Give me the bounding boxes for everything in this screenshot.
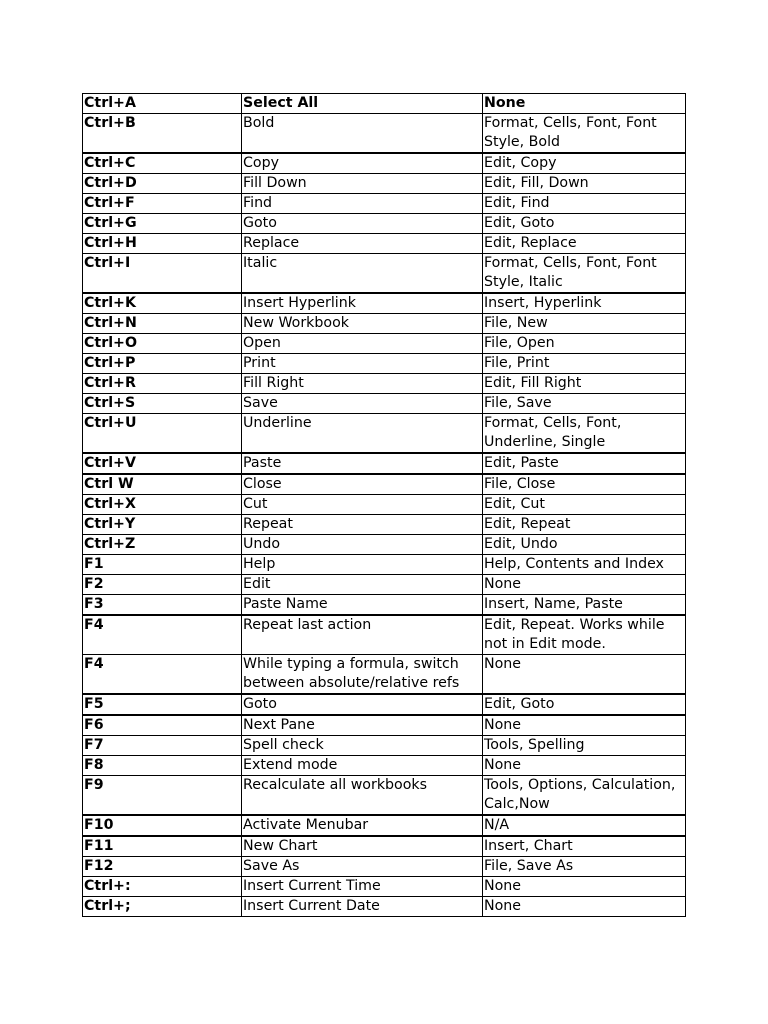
menu-path-cell: Tools, Options, Calculation, Calc,Now bbox=[483, 776, 686, 816]
menu-path-cell: Tools, Spelling bbox=[483, 736, 686, 756]
shortcut-key-cell: F8 bbox=[83, 756, 242, 776]
table-row bbox=[83, 354, 686, 374]
table-row bbox=[83, 555, 686, 575]
action-cell: Goto bbox=[242, 694, 483, 715]
menu-path-cell: Format, Cells, Font, Underline, Single bbox=[483, 414, 686, 454]
menu-path-cell: File, Save As bbox=[483, 857, 686, 877]
table-row bbox=[83, 815, 686, 836]
table-row bbox=[83, 857, 686, 877]
menu-path-cell: Edit, Fill, Down bbox=[483, 174, 686, 194]
menu-path-cell: None bbox=[483, 715, 686, 736]
shortcut-key-cell: F6 bbox=[83, 715, 242, 736]
menu-path-cell: Edit, Copy bbox=[483, 153, 686, 174]
action-cell: Find bbox=[242, 194, 483, 214]
shortcut-key-cell: F10 bbox=[83, 815, 242, 836]
menu-path-cell: File, Close bbox=[483, 474, 686, 495]
menu-path-cell: None bbox=[483, 756, 686, 776]
table-row bbox=[83, 394, 686, 414]
action-cell: Underline bbox=[242, 414, 483, 454]
action-cell: Fill Right bbox=[242, 374, 483, 394]
action-cell: Repeat last action bbox=[242, 615, 483, 655]
table-row bbox=[83, 877, 686, 897]
shortcut-key-cell: Ctrl+U bbox=[83, 414, 242, 454]
action-cell: Replace bbox=[242, 234, 483, 254]
table-row bbox=[83, 453, 686, 474]
shortcut-key-cell: Ctrl+K bbox=[83, 293, 242, 314]
action-cell: Edit bbox=[242, 575, 483, 595]
action-cell: Goto bbox=[242, 214, 483, 234]
table-row bbox=[83, 495, 686, 515]
table-row bbox=[83, 293, 686, 314]
menu-path-cell: Edit, Goto bbox=[483, 214, 686, 234]
shortcut-key-cell: Ctrl+I bbox=[83, 254, 242, 294]
menu-path-cell: None bbox=[483, 877, 686, 897]
menu-path-cell: File, Open bbox=[483, 334, 686, 354]
table-row bbox=[83, 234, 686, 254]
action-cell: Open bbox=[242, 334, 483, 354]
table-row bbox=[83, 836, 686, 857]
action-cell: Close bbox=[242, 474, 483, 495]
action-cell: Help bbox=[242, 555, 483, 575]
action-cell: While typing a formula, switch between absolute/relative refs bbox=[242, 655, 483, 695]
menu-path-cell: Insert, Hyperlink bbox=[483, 293, 686, 314]
action-cell: New Chart bbox=[242, 836, 483, 857]
table-row bbox=[83, 414, 686, 454]
shortcut-key-cell: F1 bbox=[83, 555, 242, 575]
action-cell: Save bbox=[242, 394, 483, 414]
action-cell: Extend mode bbox=[242, 756, 483, 776]
shortcut-key-cell: Ctrl+: bbox=[83, 877, 242, 897]
action-cell: Print bbox=[242, 354, 483, 374]
action-cell: Paste bbox=[242, 453, 483, 474]
table-row bbox=[83, 776, 686, 816]
shortcut-key-cell: Ctrl+C bbox=[83, 153, 242, 174]
action-cell: Insert Current Time bbox=[242, 877, 483, 897]
shortcut-key-cell: Ctrl+V bbox=[83, 453, 242, 474]
menu-path-cell: Edit, Goto bbox=[483, 694, 686, 715]
table-row bbox=[83, 114, 686, 154]
menu-path-cell: N/A bbox=[483, 815, 686, 836]
action-cell: Save As bbox=[242, 857, 483, 877]
shortcut-key-cell: Ctrl+D bbox=[83, 174, 242, 194]
table-row bbox=[83, 314, 686, 334]
action-cell: Fill Down bbox=[242, 174, 483, 194]
action-cell: New Workbook bbox=[242, 314, 483, 334]
table-row bbox=[83, 897, 686, 917]
shortcut-key-cell: Ctrl+N bbox=[83, 314, 242, 334]
table-row bbox=[83, 575, 686, 595]
shortcut-key-cell: Ctrl+R bbox=[83, 374, 242, 394]
header-action-cell: Select All bbox=[242, 94, 483, 114]
menu-path-cell: File, Save bbox=[483, 394, 686, 414]
table-row bbox=[83, 374, 686, 394]
shortcut-key-cell: F9 bbox=[83, 776, 242, 816]
action-cell: Bold bbox=[242, 114, 483, 154]
menu-path-cell: Edit, Replace bbox=[483, 234, 686, 254]
menu-path-cell: File, New bbox=[483, 314, 686, 334]
table-row bbox=[83, 194, 686, 214]
table-row bbox=[83, 756, 686, 776]
shortcut-key-cell: Ctrl+H bbox=[83, 234, 242, 254]
menu-path-cell: Help, Contents and Index bbox=[483, 555, 686, 575]
table-row bbox=[83, 174, 686, 194]
action-cell: Insert Current Date bbox=[242, 897, 483, 917]
shortcut-key-cell: Ctrl+B bbox=[83, 114, 242, 154]
table-row bbox=[83, 535, 686, 555]
action-cell: Cut bbox=[242, 495, 483, 515]
shortcut-key-cell: Ctrl+G bbox=[83, 214, 242, 234]
shortcut-key-cell: F2 bbox=[83, 575, 242, 595]
table-row bbox=[83, 474, 686, 495]
shortcut-key-cell: Ctrl+O bbox=[83, 334, 242, 354]
action-cell: Next Pane bbox=[242, 715, 483, 736]
shortcut-key-cell: Ctrl+Y bbox=[83, 515, 242, 535]
menu-path-cell: Edit, Undo bbox=[483, 535, 686, 555]
menu-path-cell: Edit, Fill Right bbox=[483, 374, 686, 394]
shortcut-key-cell: F12 bbox=[83, 857, 242, 877]
action-cell: Repeat bbox=[242, 515, 483, 535]
action-cell: Activate Menubar bbox=[242, 815, 483, 836]
table-row bbox=[83, 715, 686, 736]
header-row bbox=[83, 94, 686, 114]
shortcut-key-cell: F4 bbox=[83, 615, 242, 655]
action-cell: Recalculate all workbooks bbox=[242, 776, 483, 816]
table-row bbox=[83, 655, 686, 695]
action-cell: Insert Hyperlink bbox=[242, 293, 483, 314]
menu-path-cell: None bbox=[483, 575, 686, 595]
menu-path-cell: Format, Cells, Font, Font Style, Bold bbox=[483, 114, 686, 154]
shortcut-key-cell: Ctrl+S bbox=[83, 394, 242, 414]
table-row bbox=[83, 153, 686, 174]
action-cell: Spell check bbox=[242, 736, 483, 756]
menu-path-cell: Edit, Cut bbox=[483, 495, 686, 515]
table-row bbox=[83, 595, 686, 616]
action-cell: Undo bbox=[242, 535, 483, 555]
action-cell: Paste Name bbox=[242, 595, 483, 616]
table-row bbox=[83, 515, 686, 535]
shortcut-key-cell: F7 bbox=[83, 736, 242, 756]
shortcut-key-cell: Ctrl+; bbox=[83, 897, 242, 917]
table-row bbox=[83, 694, 686, 715]
menu-path-cell: Edit, Repeat bbox=[483, 515, 686, 535]
table-row bbox=[83, 615, 686, 655]
shortcut-key-cell: Ctrl+F bbox=[83, 194, 242, 214]
menu-path-cell: None bbox=[483, 655, 686, 695]
table-row bbox=[83, 254, 686, 294]
action-cell: Italic bbox=[242, 254, 483, 294]
header-key-cell: Ctrl+A bbox=[83, 94, 242, 114]
menu-path-cell: Edit, Repeat. Works while not in Edit mode. bbox=[483, 615, 686, 655]
shortcut-key-cell: Ctrl+Z bbox=[83, 535, 242, 555]
shortcut-key-cell: F4 bbox=[83, 655, 242, 695]
shortcut-key-cell: Ctrl+X bbox=[83, 495, 242, 515]
action-cell: Copy bbox=[242, 153, 483, 174]
shortcut-key-cell: Ctrl W bbox=[83, 474, 242, 495]
table-row bbox=[83, 334, 686, 354]
table-row bbox=[83, 736, 686, 756]
shortcut-key-cell: Ctrl+P bbox=[83, 354, 242, 374]
table-body bbox=[83, 94, 686, 917]
menu-path-cell: Insert, Name, Paste bbox=[483, 595, 686, 616]
menu-path-cell: Edit, Find bbox=[483, 194, 686, 214]
menu-path-cell: Edit, Paste bbox=[483, 453, 686, 474]
table-row bbox=[83, 214, 686, 234]
shortcut-table bbox=[82, 93, 686, 917]
shortcut-key-cell: F5 bbox=[83, 694, 242, 715]
shortcut-key-cell: F3 bbox=[83, 595, 242, 616]
header-menu-cell: None bbox=[483, 94, 686, 114]
menu-path-cell: None bbox=[483, 897, 686, 917]
menu-path-cell: Format, Cells, Font, Font Style, Italic bbox=[483, 254, 686, 294]
menu-path-cell: Insert, Chart bbox=[483, 836, 686, 857]
menu-path-cell: File, Print bbox=[483, 354, 686, 374]
shortcut-key-cell: F11 bbox=[83, 836, 242, 857]
